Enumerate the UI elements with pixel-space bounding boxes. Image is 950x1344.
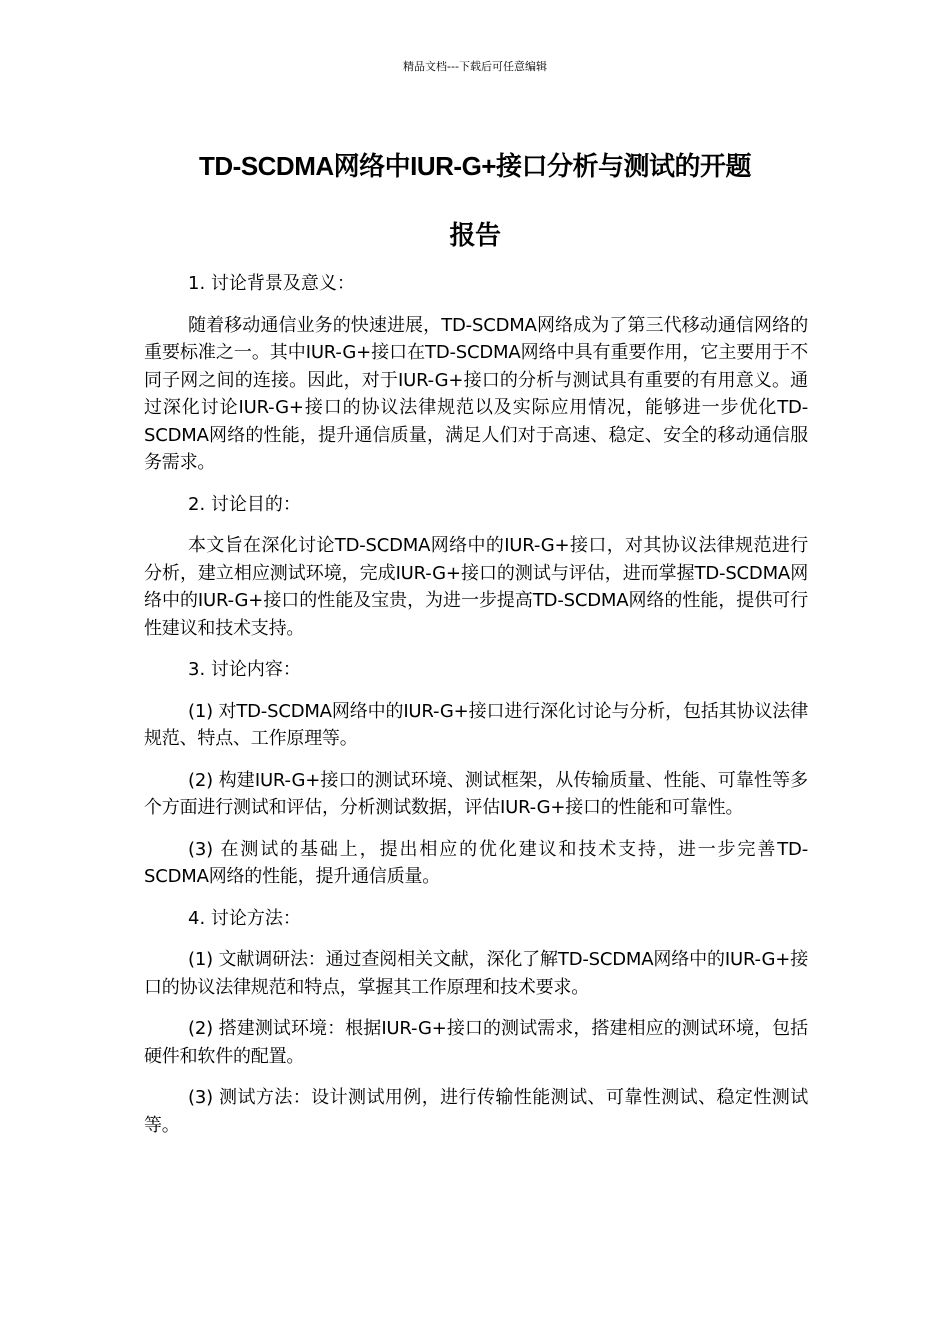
section-methods xyxy=(144,905,808,1140)
paragraph: (3) 测试方法：设计测试用例，进行传输性能测试、可靠性测试、稳定性测试等。 xyxy=(144,1087,808,1136)
section-heading: 2. 讨论目的： xyxy=(188,493,301,515)
paragraph: (1) 文献调研法：通过查阅相关文献，深化了解TD-SCDMA网络中的IUR-G+接口的协议法律规范和特点，掌握其工作原理和技术要求。 xyxy=(144,949,808,998)
section-purpose xyxy=(144,491,808,643)
paragraph: (2) 构建IUR-G+接口的测试环境、测试框架，从传输质量、性能、可靠性等多个方面进行测试和评估，分析测试数据，评估IUR-G+接口的性能和可靠性。 xyxy=(144,769,808,818)
section-background xyxy=(144,270,808,477)
paragraph: (2) 搭建测试环境：根据IUR-G+接口的测试需求，搭建相应的测试环境，包括硬件和软件的配置。 xyxy=(144,1018,808,1067)
section-heading: 3. 讨论内容： xyxy=(188,659,301,680)
paragraph: 本文旨在深化讨论TD-SCDMA网络中的IUR-G+接口，对其协议法律规范进行分析，建立相应测试环境，完成IUR-G+接口的测试与评估，进而掌握TD-SCDMA网络中的IUR-G+接口的性能及宝贵，为进一步提高TD-SCDMA网络的性能，提供可行性建议和技术支持。 xyxy=(144,535,808,639)
document-title xyxy=(145,132,805,270)
document-title-line-2: 报告 xyxy=(449,220,501,250)
page-header: 精品文档---下载后可任意编辑 xyxy=(403,60,547,73)
paragraph: 随着移动通信业务的快速进展，TD-SCDMA网络成为了第三代移动通信网络的重要标准之一。其中IUR-G+接口在TD-SCDMA网络中具有重要作用，它主要用于不同子网之间的连接。因此，对于IUR-G+接口的分析与测试具有重要的有用意义。通过深化讨论IUR-G+接口的协议法律规范以及实际应用情况，能够进一步优化TD-SCDMA网络的性能，提升通信质量，满足人们对于高速、稳定、安全的移动通信服务需求。 xyxy=(144,314,808,473)
document-title-line-1: TD-SCDMA网络中IUR-G+接口分析与测试的开题 xyxy=(199,151,751,181)
paragraph: (3) 在测试的基础上，提出相应的优化建议和技术支持，进一步完善TD-SCDMA网络的性能，提升通信质量。 xyxy=(144,838,808,887)
section-heading: 4. 讨论方法： xyxy=(188,907,301,929)
document-body xyxy=(144,270,808,1153)
section-content xyxy=(144,656,808,891)
section-heading: 1. 讨论背景及意义： xyxy=(188,273,355,294)
paragraph: (1) 对TD-SCDMA网络中的IUR-G+接口进行深化讨论与分析，包括其协议法律规范、特点、工作原理等。 xyxy=(144,700,808,749)
